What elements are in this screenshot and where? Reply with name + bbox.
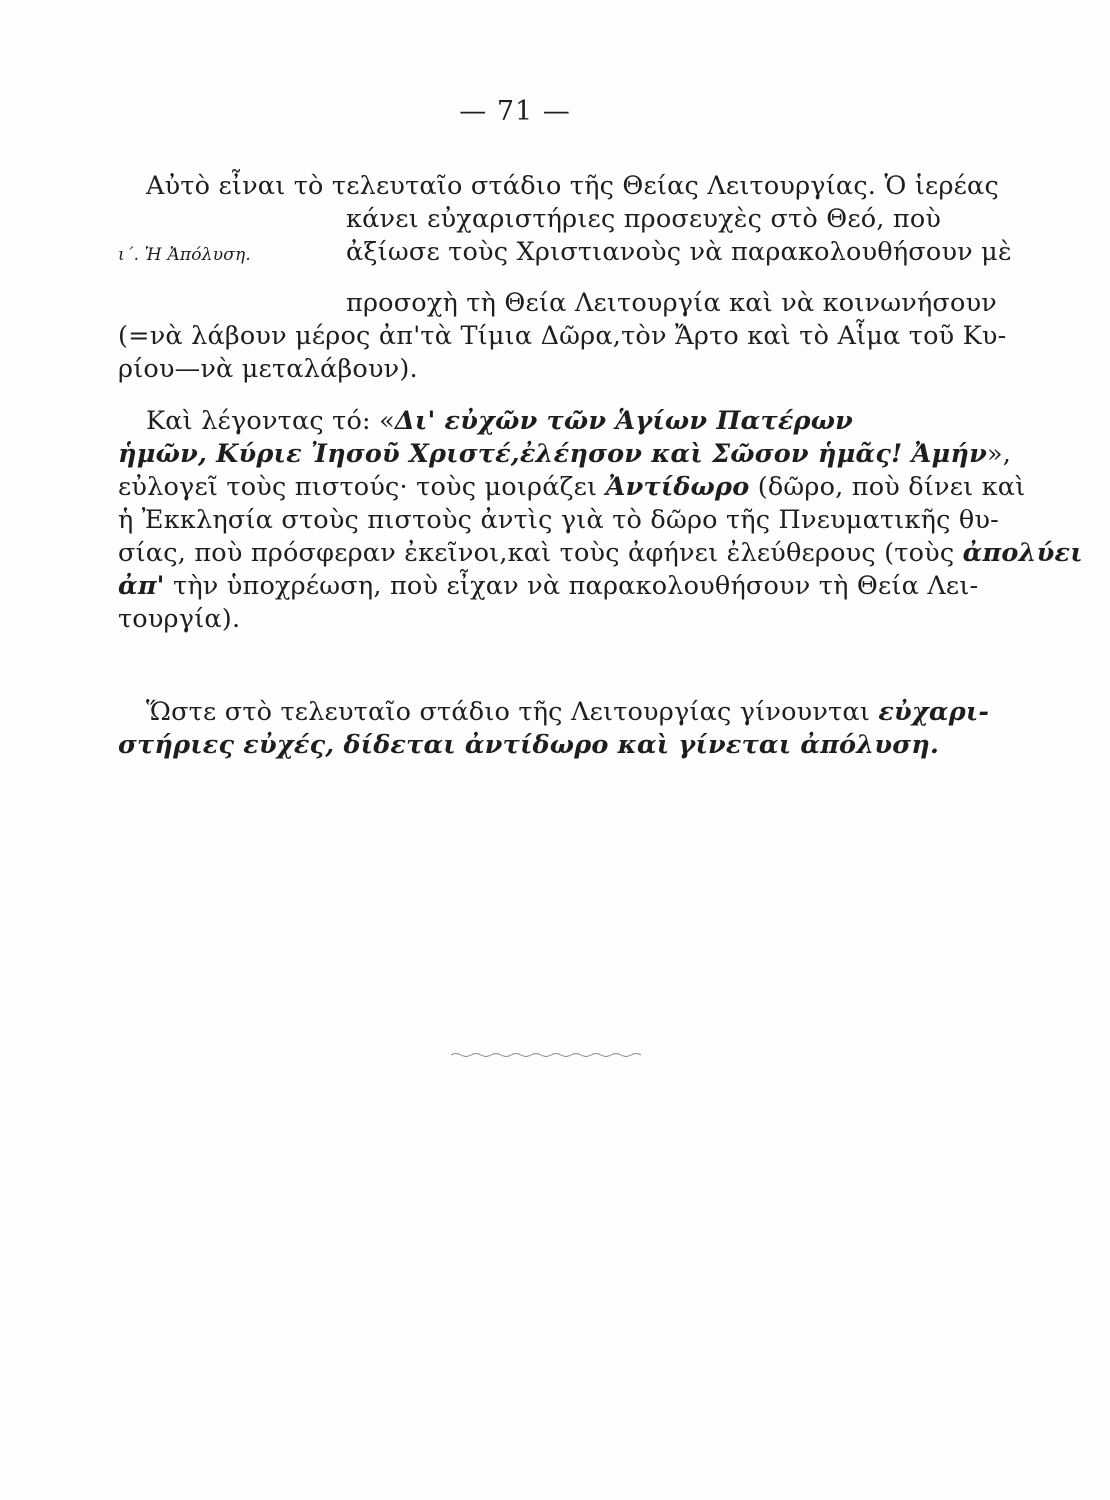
paragraph-2-line-5-start: σίας, ποὺ πρόσφεραν ἐκεῖνοι,καὶ τοὺς ἀφήνει ἐλεύθερους (τοὺς	[118, 538, 963, 568]
summary-emphasis-start: εὐχαρι-	[878, 697, 990, 727]
marginal-note: ι΄. Ἡ Ἀπόλυση.	[118, 245, 252, 265]
paragraph-1-line-3: ἀξίωσε τοὺς Χριστιανοὺς νὰ παρακολουθήσουν μὲ	[346, 237, 1012, 267]
paragraph-1-line-5: (=νὰ λάβουν μέρος ἀπ'τὰ Τίμια Δῶρα,τὸν Ἄρτο καὶ τὸ Αἷμα τοῦ Κυ-	[118, 321, 1007, 351]
paragraph-2-line-6-end: τὴν ὑποχρέωση, ποὺ εἶχαν νὰ παρακολουθήσουν τὴ Θεία Λει-	[164, 571, 979, 601]
paragraph-1-indented-block-2	[346, 287, 997, 320]
antidoro-term: Ἀντίδωρο	[605, 472, 750, 502]
paragraph-3-line-1-start: Ὥστε στὸ τελευταῖο στάδιο τῆς Λειτουργίας γίνουνται	[146, 697, 879, 727]
paragraph-1-line-6: ρίου—νὰ μεταλάβουν).	[118, 354, 418, 384]
paragraph-2-line-5	[118, 537, 1083, 570]
paragraph-3-line-2: στήριες εὐχές, δίδεται ἀντίδωρο καὶ γίνεται ἀπόλυση.	[118, 730, 940, 760]
paragraph-2-line-3	[118, 471, 1026, 504]
paragraph-2-line-4: ἡ Ἐκκλησία στοὺς πιστοὺς ἀντὶς γιὰ τὸ δῶρο τῆς Πνευματικῆς θυ-	[118, 505, 999, 535]
blessing-phrase: Δι' εὐχῶν τῶν Ἁγίων Πατέρων	[394, 406, 854, 436]
paragraph-3	[118, 696, 988, 762]
paragraph-1-full-block	[118, 320, 1007, 386]
paragraph-3-line-1	[118, 696, 988, 729]
paragraph-1	[146, 170, 999, 203]
paragraph-1-line-1: Αὐτὸ εἶναι τὸ τελευταῖο στάδιο τῆς Θείας Λειτουργίας. Ὁ ἱερέας	[146, 171, 999, 201]
paragraph-2-line-2	[118, 438, 1012, 471]
apolyei-term: ἀπολύει	[962, 538, 1083, 568]
ap-term: ἀπ'	[118, 571, 165, 601]
paragraph-2-line-1	[118, 405, 988, 438]
paragraph-2-line-2-end: »,	[987, 439, 1012, 469]
paragraph-1-indented-block	[346, 203, 988, 236]
page-number: — 71 —	[459, 96, 571, 127]
paragraph-2	[118, 405, 1083, 636]
paragraph-1-line-4: προσοχὴ τὴ Θεία Λειτουργία καὶ νὰ κοινωνήσουν	[346, 288, 997, 318]
paragraph-2-line-3-start: εὐλογεῖ τοὺς πιστούς· τοὺς μοιράζει	[118, 472, 606, 502]
paragraph-2-line-3-end: (δῶρο, ποὺ δίνει καὶ	[749, 472, 1026, 502]
paragraph-1-line-2: κάνει εὐχαριστήριες προσευχὲς στὸ Θεό, ποὺ	[346, 204, 942, 234]
paragraph-2-line-6	[118, 570, 988, 603]
paragraph-2-line-7: τουργία).	[118, 604, 241, 634]
decorative-divider	[451, 1052, 641, 1058]
blessing-phrase-continued: ἡμῶν, Κύριε Ἰησοῦ Χριστέ,ἐλέησον καὶ Σῶσον ἡμᾶς! Ἀμήν	[118, 439, 987, 469]
paragraph-2-line-1-start: Καὶ λέγοντας τό: «	[146, 406, 395, 436]
